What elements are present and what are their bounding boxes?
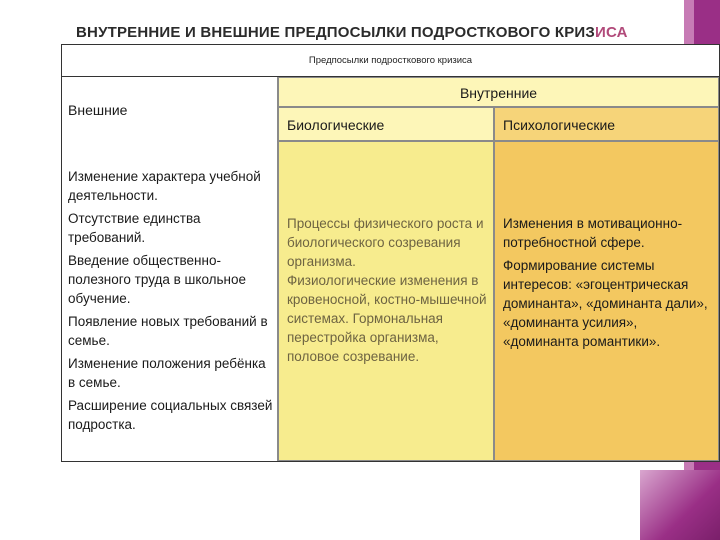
- list-item: Физиологические изменения в кровеносной, костно-мышечной системах. Гормональная перестройка организма, половое созревание.: [287, 273, 487, 364]
- slide-title: [76, 24, 696, 41]
- list-item: Отсутствие единства требований.: [68, 211, 201, 245]
- decorative-corner: [640, 470, 720, 540]
- list-item: Расширение социальных связей подростка.: [68, 398, 273, 432]
- list-item: Изменения в мотивационно-потребностной сфере.: [503, 216, 683, 250]
- biological-header: Биологические: [278, 107, 494, 141]
- external-header: Внешние: [62, 77, 278, 187]
- list-item: Изменение характера учебной деятельности.: [68, 169, 261, 203]
- list-item: Введение общественно-полезного труда в школьное обучение.: [68, 253, 247, 306]
- prerequisites-table: [61, 44, 720, 462]
- list-item: Процессы физического роста и биологического созревания организма.: [287, 216, 484, 269]
- psychological-list: [494, 141, 719, 461]
- list-item: Изменение положения ребёнка в семье.: [68, 356, 266, 390]
- external-list: [62, 141, 278, 461]
- list-item: Появление новых требований в семье.: [68, 314, 268, 348]
- slide-title-main: ВНУТРЕННИЕ И ВНЕШНИЕ ПРЕДПОСЫЛКИ ПОДРОСТКОВОГО КРИЗ: [76, 24, 595, 41]
- table-caption: Предпосылки подросткового кризиса: [62, 45, 719, 77]
- biological-list: [278, 141, 494, 461]
- psychological-header: Психологические: [494, 107, 719, 141]
- list-item: Формирование системы интересов: «эгоцентрическая доминанта», «доминанта дали», «доминанта усилия», «доминанта романтики».: [503, 258, 708, 349]
- slide-title-tail: ИСА: [595, 24, 628, 41]
- internal-header: Внутренние: [278, 77, 719, 107]
